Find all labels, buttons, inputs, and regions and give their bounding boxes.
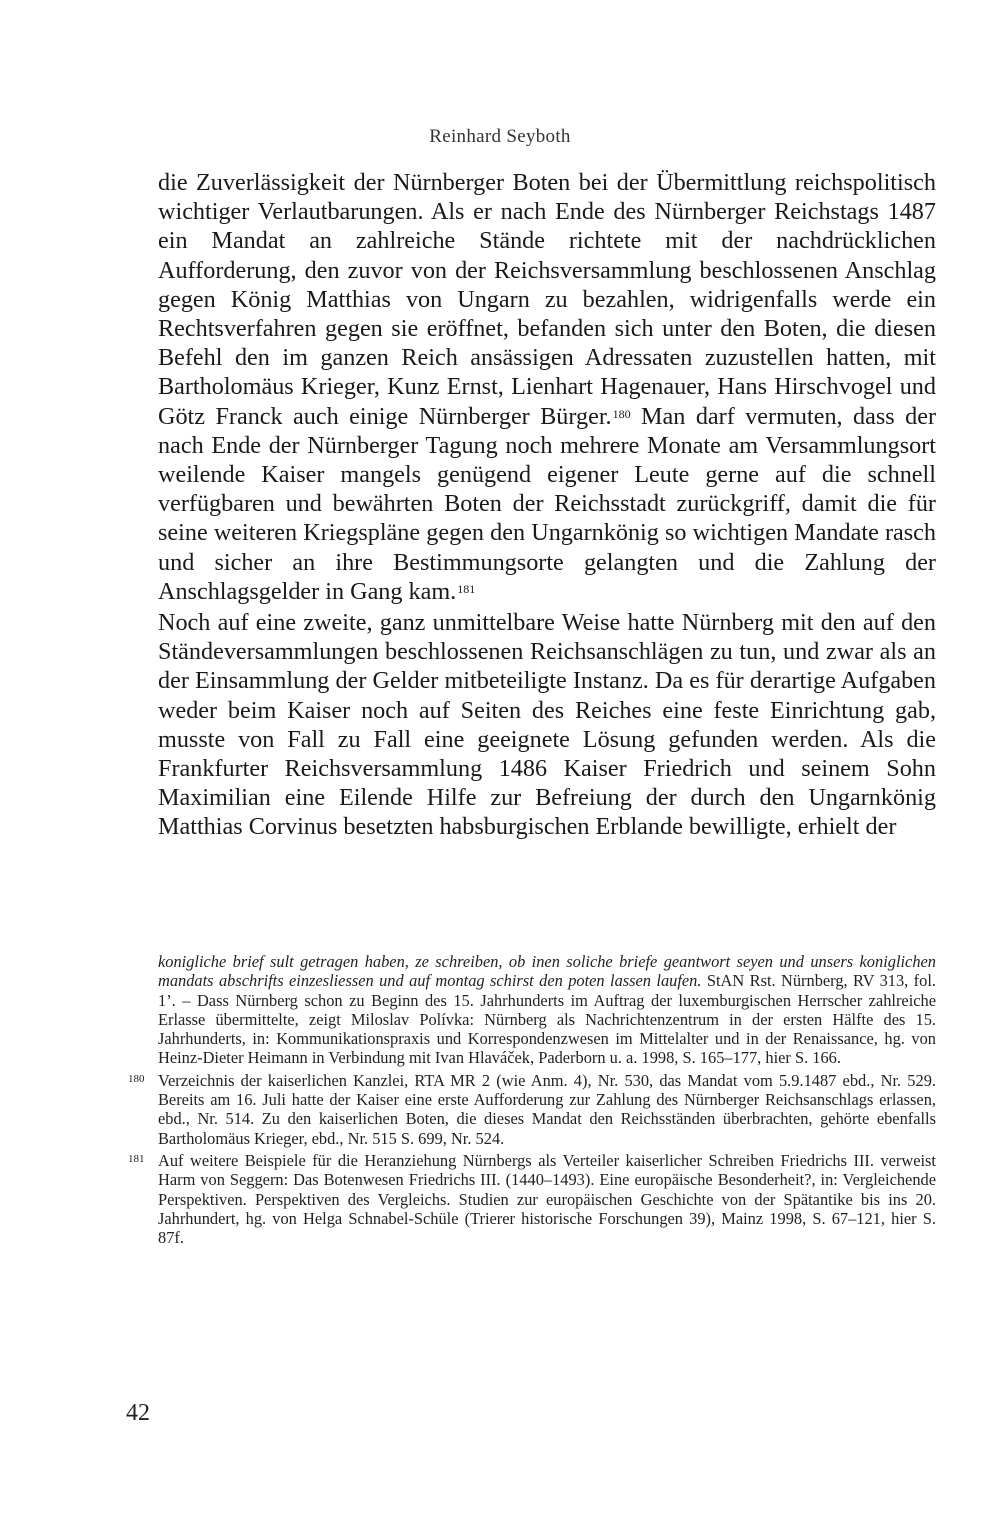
footnote-continued-text: StAN Rst. Nürnberg, RV 313, fol. 1’. – Dass Nürnberg schon zu Beginn des 15. Jahrhunderts im Auftrag der luxemburgischen Herrscher zahlreiche Erlasse übermittelte, zeigt Miloslav Polívka: Nürnberg als Nachrichtenzentrum in der ersten Hälfte des 15. Jahrhunderts, in: Kommunikationspraxis und Korrespondenzwesen im Mittelalter und in der Renaissance, hg. von Heinz-Dieter Heimann in Verbindung mit Ivan Hlaváček, Paderborn u. a. 1998, S. 165–177, hier S. 166. (158, 971, 936, 1068)
footnote-180-number: 180 (128, 1072, 145, 1085)
footnote-continued-quote: konigliche brief sult getragen haben, ze schreiben, ob inen soliche briefe geantwort seyen und unsers koniglichen mandats abschrifts einzesliessen und auf montag schirst den poten lassen laufen. (158, 952, 936, 991)
footnote-180 (128, 1071, 936, 1148)
running-head: Reinhard Seyboth (429, 126, 571, 147)
footnote-181 (128, 1151, 936, 1247)
main-text (158, 168, 936, 842)
paragraph-2-text: Noch auf eine zweite, ganz unmittelbare Weise hatte Nürnberg mit den auf den Ständeversammlungen beschlossenen Reichsanschlägen zu tun, und zwar als an der Einsammlung der Gelder mitbeteiligte Instanz. Da es für derartige Aufgaben weder beim Kaiser noch auf Seiten des Reiches eine feste Einrichtung gab, musste von Fall zu Fall eine geeignete Lösung gefunden werden. Als die Frankfurter Reichsversammlung 1486 Kaiser Friedrich und seinem Sohn Maximilian eine Eilende Hilfe zur Befreiung der durch den Ungarnkönig Matthias Corvinus besetzten habsburgischen Erblande bewilligte, erhielt der (158, 609, 936, 841)
footnote-180-text: Verzeichnis der kaiserlichen Kanzlei, RTA MR 2 (wie Anm. 4), Nr. 530, das Mandat vom 5.9.1487 ebd., Nr. 529. Bereits am 16. Juli hatte der Kaiser eine erste Aufforderung zur Zahlung des Nürnberger Reichsanschlags erlassen, ebd., Nr. 514. Zu den kaiserlichen Boten, die dieses Mandat den Reichsständen überbrachten, gehörte ebenfalls Bartholomäus Krieger, ebd., Nr. 515 S. 699, Nr. 524. (158, 1070, 936, 1148)
footnotes (128, 952, 936, 1250)
footnote-181-text: Auf weitere Beispiele für die Heranziehung Nürnbergs als Verteiler kaiserlicher Schreiben Friedrichs III. verweist Harm von Seggern: Das Botenwesen Friedrichs III. (1440–1493). Eine europäische Besonderheit?, in: Vergleichende Perspektiven. Perspektiven des Vergleichs. Studien zur europäischen Geschichte von der Spätantike bis ins 20. Jahrhundert, hg. von Helga Schnabel-Schüle (Trierer historische Forschungen 39), Mainz 1998, S. 67–121, hier S. 87f. (158, 1150, 936, 1248)
footnote-181-number: 181 (128, 1152, 145, 1165)
paragraph-1-text-b: Man darf vermuten, dass der nach Ende der Nürnberger Tagung noch mehrere Monate am Versammlungsort weilende Kaiser mangels genügend eigener Leute gerne auf die schnell verfügbaren und bewährten Boten der Reichsstadt zurückgriff, damit die für seine weiteren Kriegspläne gegen den Ungarnkönig so wichtigen Mandate rasch und sicher an ihre Bestimmungsorte gelangten und die Zahlung der Anschlagsgelder in Gang kam. (158, 402, 936, 605)
page-number: 42 (126, 1400, 150, 1426)
paragraph-2 (158, 608, 936, 842)
footnote-ref-181[interactable]: 181 (457, 581, 476, 596)
footnote-continued (128, 952, 936, 1068)
footnote-ref-180[interactable]: 180 (612, 406, 631, 421)
paragraph-1-text-a: die Zuverlässigkeit der Nürnberger Boten bei der Übermittlung reichspolitisch wichtiger Verlautbarungen. Als er nach Ende des Nürnberger Reichstags 1487 ein Mandat an zahlreiche Stände richtete mit der nachdrücklichen Aufforderung, den zuvor von der Reichsversammlung beschlossenen Anschlag gegen König Matthias von Ungarn zu bezahlen, widrigenfalls werde ein Rechtsverfahren gegen sie eröffnet, befanden sich unter den Boten, die diesen Befehl den im ganzen Reich ansässigen Adressaten zuzustellen hatten, mit Bartholomäus Krieger, Kunz Ernst, Lienhart Hagenauer, Hans Hirschvogel und Götz Franck auch einige Nürnberger Bürger. (158, 169, 936, 430)
paragraph-1 (158, 168, 936, 606)
